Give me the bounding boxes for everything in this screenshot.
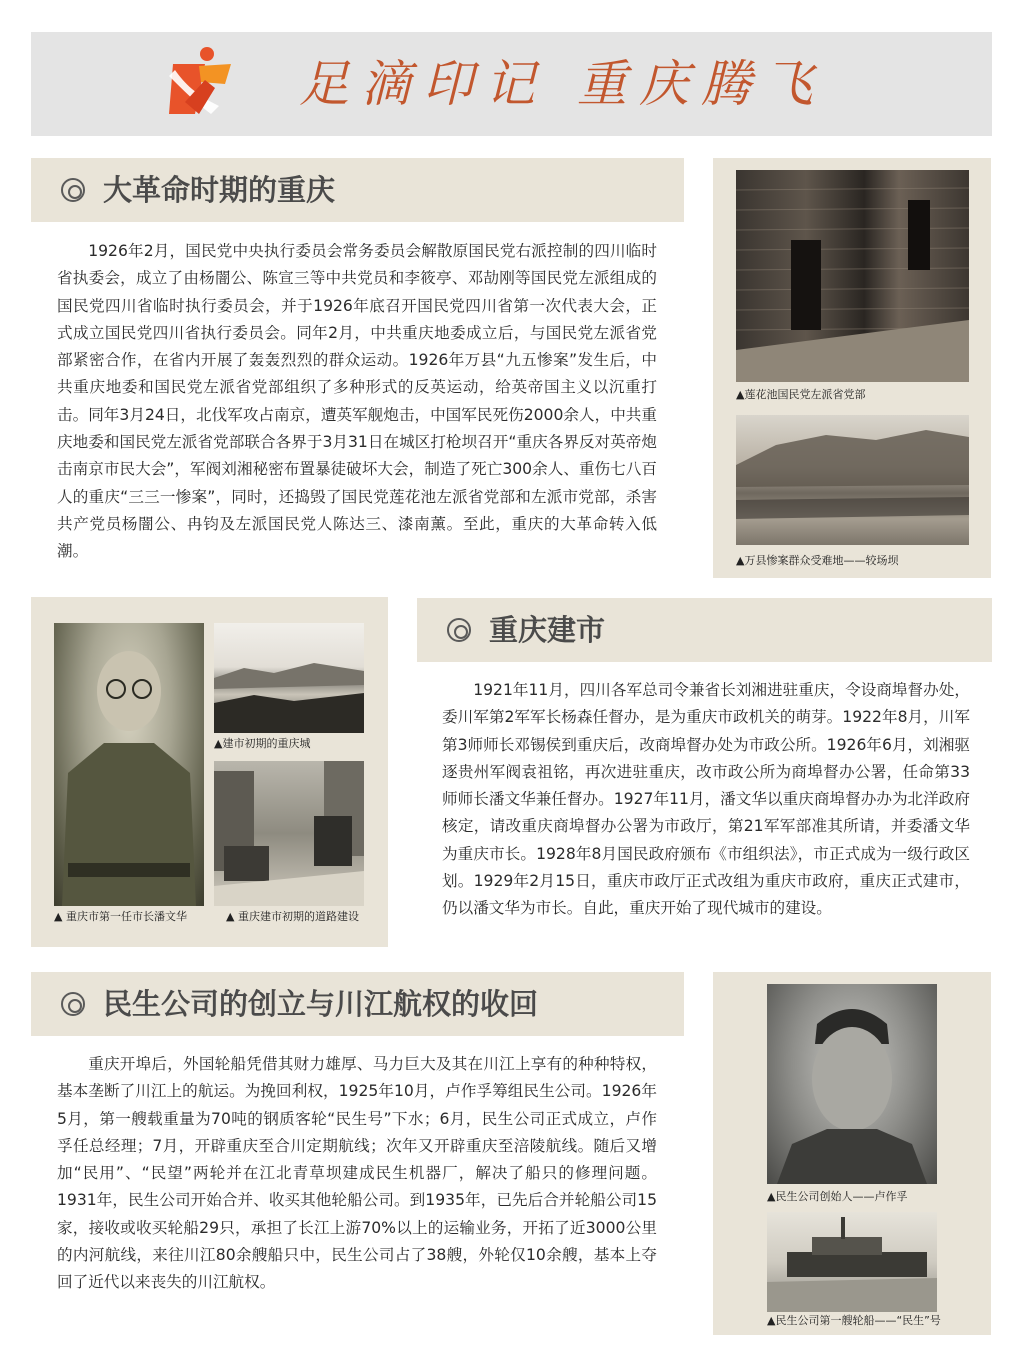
photo-pan-wenhua-portrait	[54, 623, 204, 906]
photo-early-chongqing-city	[214, 623, 364, 733]
photo-wanxian-massacre-site	[736, 415, 969, 545]
caption-road-building: ▲ 重庆建市初期的道路建设	[226, 910, 359, 923]
section-title: 大革命时期的重庆	[103, 173, 336, 207]
bullet-circle-icon	[447, 618, 471, 642]
photo-panel-revolution	[713, 158, 991, 578]
photo-party-office-building	[736, 170, 969, 382]
caption-party-office: ▲莲花池国民党左派省党部	[736, 388, 866, 401]
bullet-circle-icon	[61, 178, 85, 202]
caption-minsheng-ship: ▲民生公司第一艘轮船——“民生”号	[767, 1314, 941, 1327]
caption-wanxian-site: ▲万县惨案群众受难地——较场坝	[736, 554, 899, 567]
photo-road-construction	[214, 761, 364, 906]
section-paragraph-city-founding: 1921年11月，四川各军总司令兼省长刘湘进驻重庆，令设商埠督办处，委川军第2军军长杨森任督办，是为重庆市政机关的萌芽。1922年8月，川军第3师师长邓锡侯到重庆后，改商埠督办处为市政公所。1926年6月，刘湘驱逐贵州军阀袁祖铭，再次进驻重庆，改市政公所为商埠督办公署，任命第33师师长潘文华兼任督办。1927年11月，潘文华以重庆商埠督办办为北洋政府核定，请改重庆商埠督办公署为市政厅，第21军军部准其所请，并委潘文华为重庆市长。1928年8月国民政府颁布《市组织法》，市正式成为一级行政区划。1929年2月15日，重庆市政厅正式改组为重庆市政府，重庆正式建市，仍以潘文华为市长。自此，重庆开始了现代城市的建设。	[442, 681, 970, 918]
photo-minsheng-ship	[767, 1212, 937, 1312]
bullet-circle-icon	[61, 992, 85, 1016]
section-title-bar-city-founding	[417, 598, 992, 662]
caption-early-city: ▲建市初期的重庆城	[214, 737, 311, 750]
photo-panel-minsheng	[713, 972, 991, 1335]
slogan	[299, 54, 825, 114]
header-banner	[31, 32, 992, 136]
party-logo-icon	[165, 44, 237, 116]
section-title-bar-revolution	[31, 158, 684, 222]
section-paragraph-revolution: 1926年2月，国民党中央执行委员会常务委员会解散原国民党右派控制的四川临时省执委会，成立了由杨闇公、陈宣三等中共党员和李筱亭、邓劼刚等国民党左派组成的国民党四川省临时执行委员会，并于1926年底召开国民党四川省第一次代表大会，正式成立国民党四川省执行委员会。同年2月，中共重庆地委成立后，与国民党左派省党部紧密合作，在省内开展了轰轰烈烈的群众运动。1926年万县“九五惨案”发生后，中共重庆地委和国民党左派省党部组织了多种形式的反英运动，给英帝国主义以沉重打击。同年3月24日，北伐军攻占南京，遭英军舰炮击，中国军民死伤2000余人，中共重庆地委和国民党左派省党部联合各界于3月31日在城区打枪坝召开“重庆各界反对英帝炮击南京市民大会”，军阀刘湘秘密布置暴徒破坏大会，制造了死亡300余人、重伤七八百人的重庆“三三一惨案”，同时，还捣毁了国民党莲花池左派省党部和左派市党部，杀害共产党员杨闇公、冉钧及左派国民党人陈达三、漆南薰。至此，重庆的大革命转入低潮。	[57, 242, 657, 561]
section-title: 民生公司的创立与川江航权的收回	[103, 987, 539, 1021]
photo-lu-zuofu-portrait	[767, 984, 937, 1184]
slogan-part-1: 足滴印记	[299, 55, 547, 113]
caption-lu-zuofu: ▲民生公司创始人——卢作孚	[767, 1190, 908, 1203]
section-title-bar-minsheng	[31, 972, 684, 1036]
section-paragraph-minsheng: 重庆开埠后，外国轮船凭借其财力雄厚、马力巨大及其在川江上享有的种种特权，基本垄断了川江上的航运。为挽回利权，1925年10月，卢作孚筹组民生公司。1926年5月，第一艘载重量为70吨的钢质客轮“民生号”下水；6月，民生公司正式成立，卢作孚任总经理；7月，开辟重庆至合川定期航线；次年又开辟重庆至涪陵航线。随后又增加“民用”、“民望”两轮并在江北青草坝建成民生机器厂，解决了船只的修理问题。1931年，民生公司开始合并、收买其他轮船公司。到1935年，已先后合并轮船公司15家，接收或收买轮船29只，承担了长江上游70%以上的运输业务，开拓了近3000公里的内河航线，来往川江80余艘船只中，民生公司占了38艘，外轮仅10余艘，基本上夺回了近代以来丧失的川江航权。	[57, 1055, 657, 1292]
photo-panel-city-founding	[31, 597, 388, 947]
slogan-part-2: 重庆腾飞	[577, 55, 825, 113]
section-title: 重庆建市	[489, 613, 606, 647]
caption-first-mayor: ▲ 重庆市第一任市长潘文华	[54, 910, 187, 923]
